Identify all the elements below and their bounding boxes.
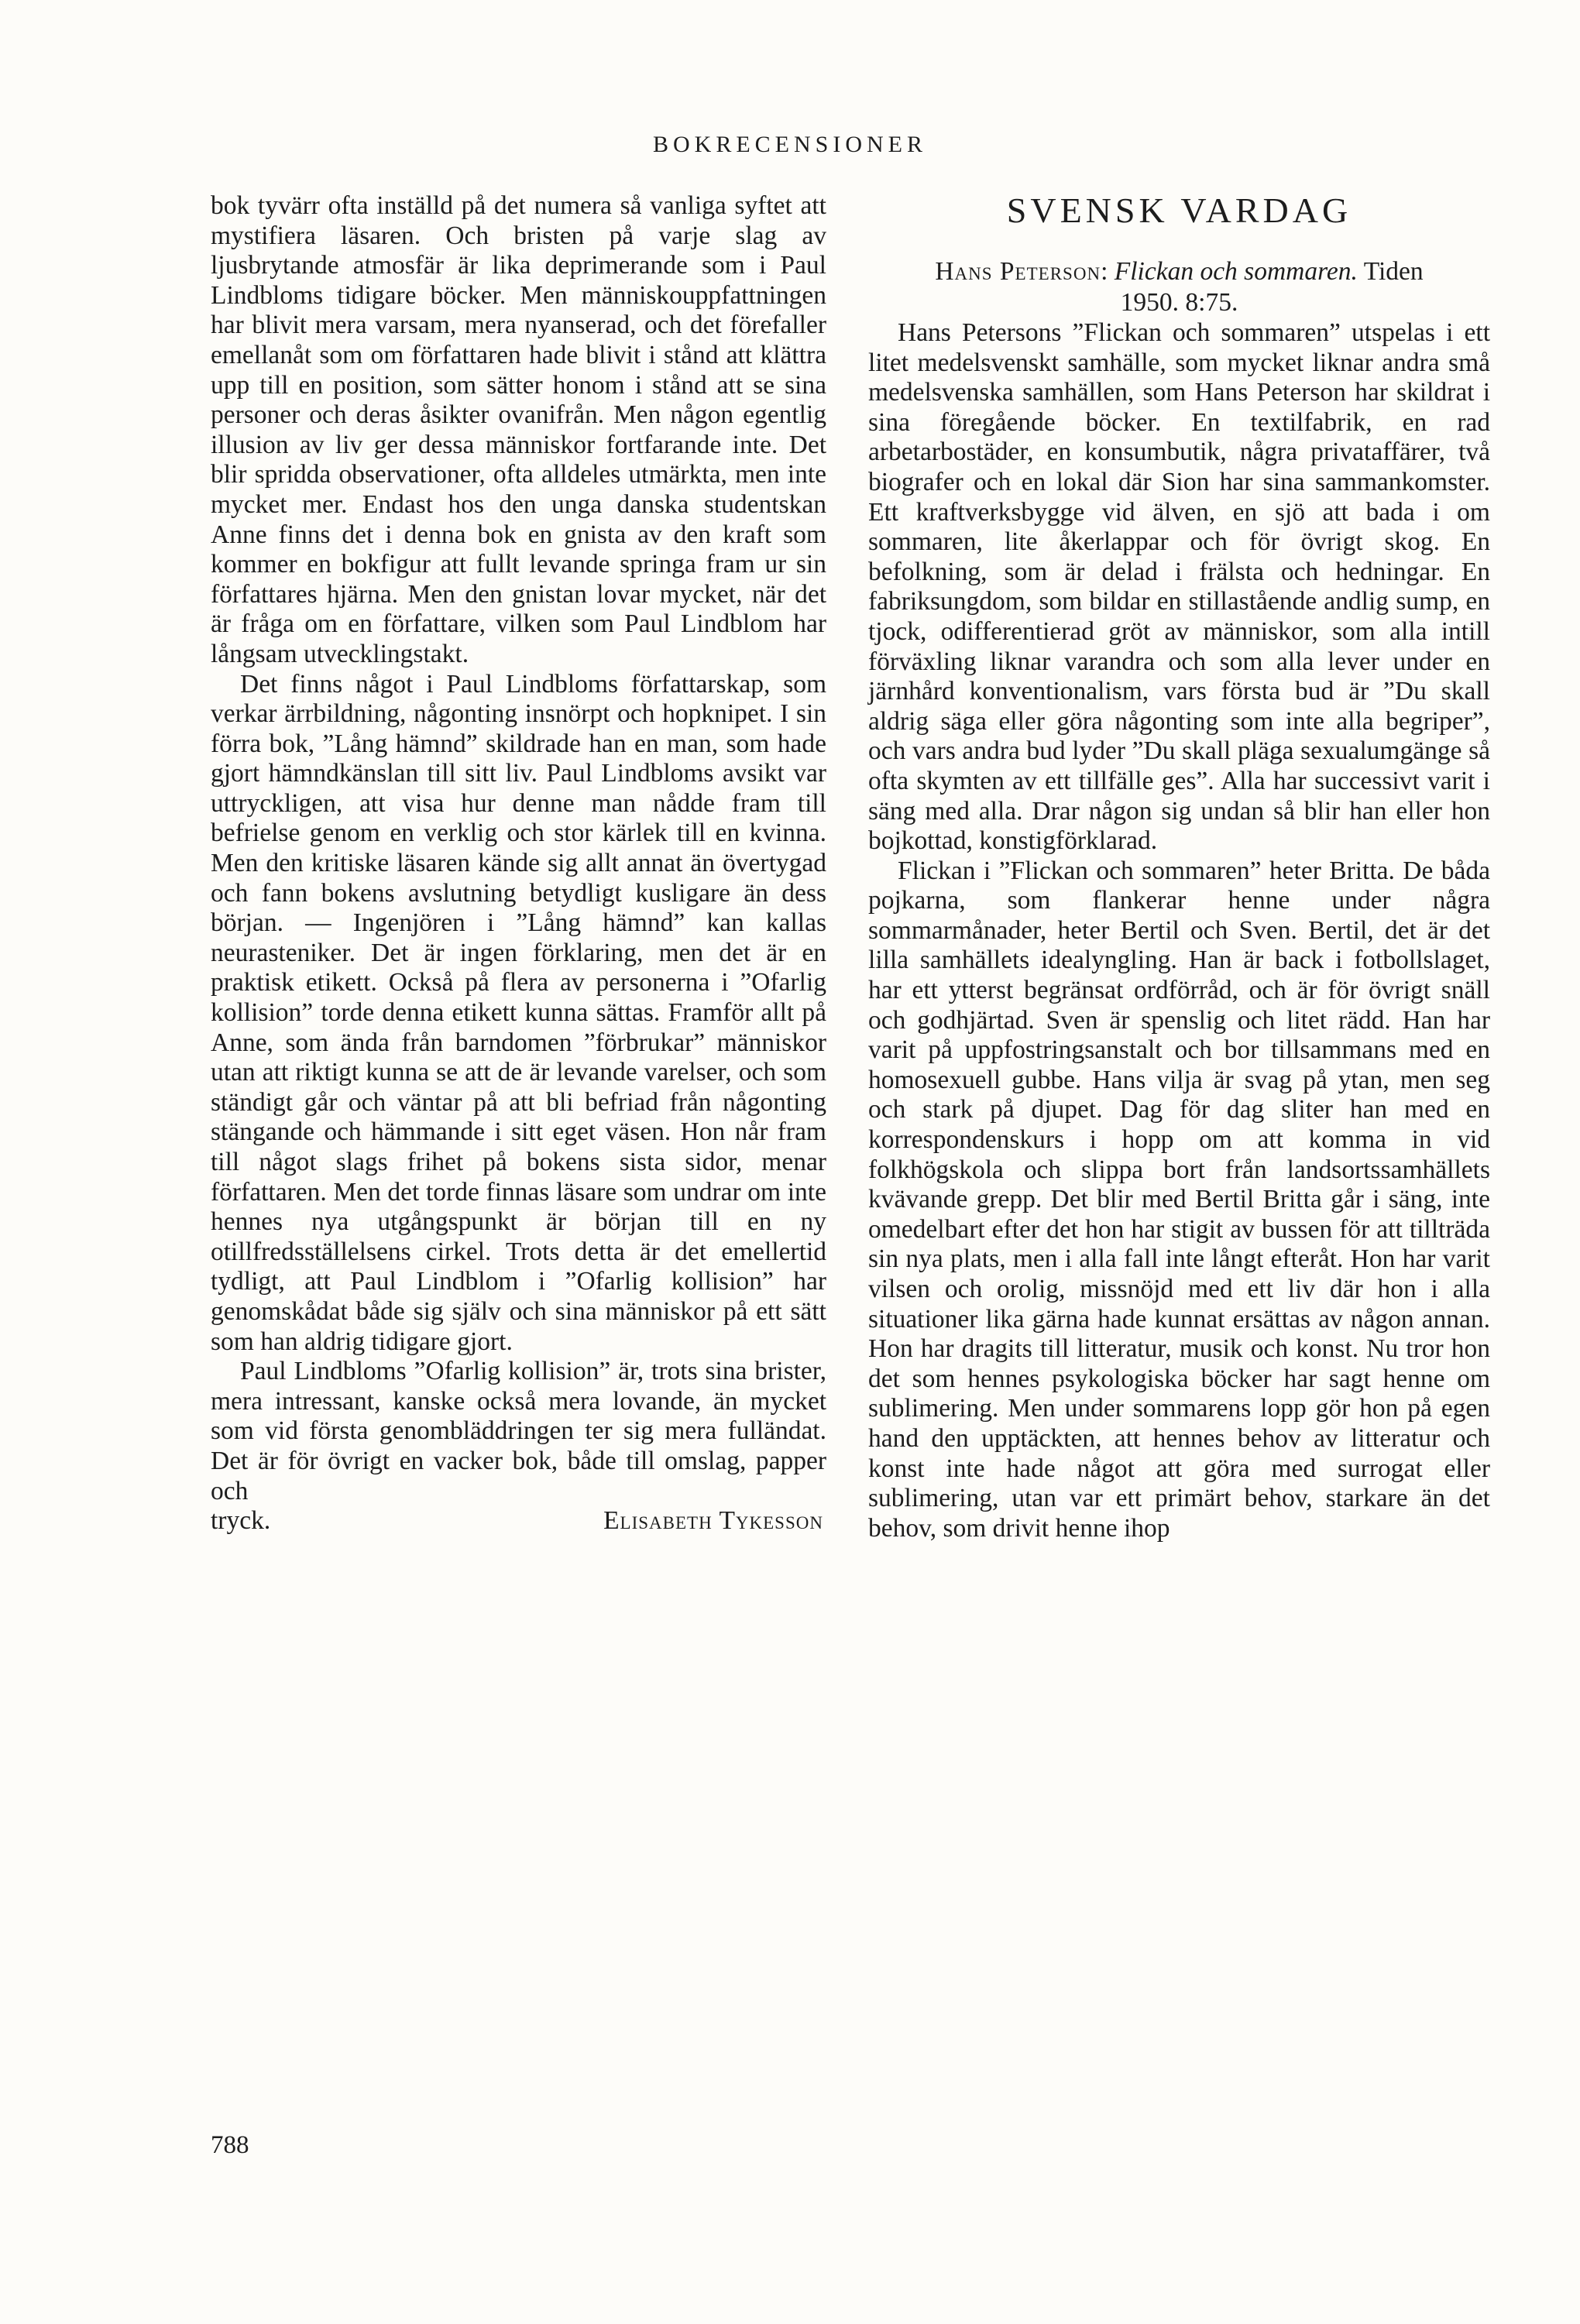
book-reference	[868, 256, 1490, 318]
article-title: SVENSK VARDAG	[1006, 191, 1352, 230]
body-paragraph: Hans Petersons ”Flickan och sommaren” utspelas i ett litet medelsvenskt samhälle, som mycket liknar andra små medelsvenska samhällen, som Hans Peterson har skildrat i sina föregående böcker. En textilfabrik, en rad arbetarbostäder, en konsumbutik, några privataffärer, två biografer och en lokal där Sion har sina sammankomster. Ett kraftverksbygge vid älven, en sjö att bada i om sommaren, lite åkerlappar och för övrigt skog. En befolkning, som är delad i frälsta och hedningar. En fabriksungdom, som bildar en stillastående andlig sump, en tjock, odifferentierad gröt av människor, som alla intill förväxling liknar varandra och som alla lever under en järnhård konventionalism, vars första bud är ”Du skall aldrig säga eller göra någonting som inte alla begriper”, och vars andra bud lyder ”Du skall pläga sexualumgänge så ofta skymten av ett tillfälle ges”. Alla har successivt varit i säng med alla. Drar någon sig undan så blir han eller hon bojkottad, konstigförklarad.	[868, 318, 1490, 856]
book-author: Hans Peterson	[935, 257, 1101, 286]
book-details: 1950. 8:75.	[1120, 288, 1238, 317]
body-paragraph: Det finns något i Paul Lindbloms författarskap, som verkar ärrbildning, någonting insnörpt och hopknipet. I sin förra bok, ”Lång hämnd” skildrade han en man, som hade gjort hämndkänslan till sitt liv. Paul Lindbloms avsikt var uttryckligen, att visa hur denne man nådde fram till befrielse genom en verklig och stor kärlek till en kvinna. Men den kritiske läsaren kände sig allt annat än övertygad och fann bokens avslutning betydligt kusligare än dess början. — Ingenjören i ”Lång hämnd” kan kallas neurasteniker. Det är ingen förklaring, men det är en praktisk etikett. Också på flera av personerna i ”Ofarlig kollision” torde denna etikett kunna sättas. Framför allt på Anne, som ända från barndomen ”förbrukar” människor utan att riktigt kunna se att de är levande varelser, och som ständigt går och väntar på att bli befriad från någonting stängande och hämmande i sitt eget väsen. Hon når fram till något slags frihet på bokens sista sidor, menar författaren. Men det torde finnas läsare som undrar om inte hennes nya utgångspunkt är början till en ny otillfredsställelsens cirkel. Trots detta är det emellertid tydligt, att Paul Lindblom i ”Ofarlig kollision” har genomskådat både sig själv och sina människor på ett sätt som han aldrig tidigare gjort.	[211, 669, 826, 1356]
page-number: 788	[211, 2131, 249, 2159]
left-column	[211, 191, 826, 1536]
closing-word: tryck.	[211, 1506, 271, 1536]
body-paragraph: bok tyvärr ofta inställd på det numera så vanliga syftet att mystifiera läsaren. Och bristen på varje slag av ljusbrytande atmosfär är lika deprimerande som i Paul Lindbloms tidigare böcker. Men människouppfattningen har blivit mera varsam, mera nyanserad, och det förefaller emellanåt som om författaren hade blivit i stånd att klättra upp till en position, som sätter honom i stånd att se sina personer och deras åsikter ovanifrån. Men någon egentlig illusion av liv ger dessa människor fortfarande inte. Det blir spridda observationer, ofta alldeles utmärkta, men inte mycket mer. Endast hos den unga danska studentskan Anne finns det i denna bok en gnista av den kraft som kommer en bokfigur att fullt levande springa fram ur sin författares hjärna. Men den gnistan lovar mycket, när det är fråga om en författare, vilken som Paul Lindblom har långsam utvecklingstakt.	[211, 191, 826, 668]
right-column	[868, 191, 1490, 1543]
body-paragraph: Flickan i ”Flickan och sommaren” heter Britta. De båda pojkarna, som flankerar henne under några sommarmånader, heter Bertil och Sven. Bertil, det är det lilla samhällets idealyngling. Han är back i fotbollslaget, har ett ytterst begränsat ordförråd, och är för övrigt snäll och godhjärtad. Sven är spenslig och litet rädd. Han har varit på uppfostringsanstalt och bor tillsammans med en homosexuell gubbe. Hans vilja är svag på ytan, men seg och stark på djupet. Dag för dag sliter han med en korrespondenskurs i hopp om att komma in vid folkhögskola och slippa bort från landsortssamhällets kvävande grepp. Det blir med Bertil Britta går i säng, inte omedelbart efter det hon har stigit av bussen för att tillträda sin nya plats, men i alla fall inte långt efteråt. Hon har varit vilsen och orolig, missnöjd med ett liv där hon i alla situationer lika gärna hade kunnat ersättas av någon annan. Hon har dragits till litteratur, musik och konst. Nu tror hon det som hennes psykologiska böcker har sagt henne om sublimering. Men under sommarens lopp gör hon på egen hand den upptäckten, att hennes behov av litteratur och konst inte hade något att göra med surrogat eller sublimering, utan var ett primärt behov, starkare än det behov, som drivit henne ihop	[868, 856, 1490, 1543]
author-separator: :	[1101, 257, 1108, 286]
running-head: BOKRECENSIONER	[652, 132, 927, 157]
reviewer-signature: Elisabeth Tykesson	[603, 1506, 823, 1536]
signature-line	[211, 1506, 826, 1536]
book-publisher: Tiden	[1363, 257, 1424, 286]
book-title: Flickan och sommaren.	[1114, 257, 1358, 286]
body-paragraph: Paul Lindbloms ”Ofarlig kollision” är, trots sina brister, mera intressant, kanske också mera lovande, än mycket som vid första genombläddringen ter sig mera fulländat. Det är för övrigt en vacker bok, både till omslag, papper och	[211, 1357, 826, 1505]
